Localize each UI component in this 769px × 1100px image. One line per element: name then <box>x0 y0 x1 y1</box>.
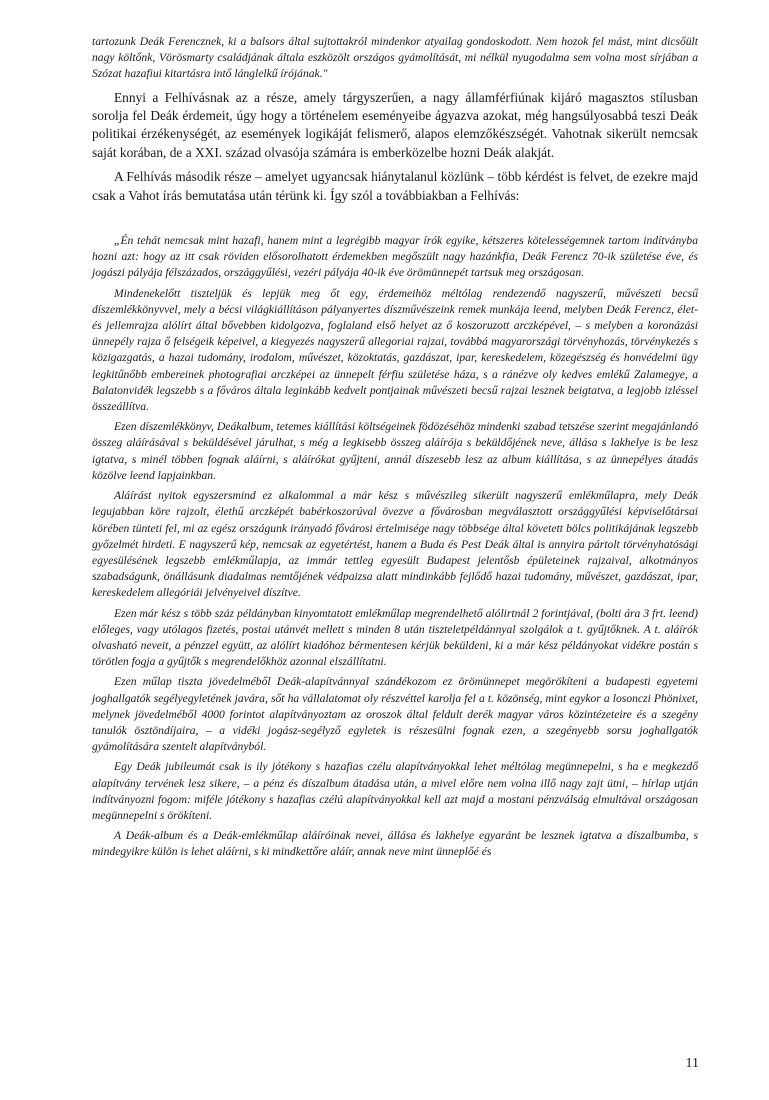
quote-paragraph: Mindenekelőtt tiszteljük és lepjük meg őt egy, érdemeihöz méltólag rendezendő nagyszerű, művészeti becsű díszemlékkönyvvel, mely a bécsi világkiállításon pályanyertes díszművészeink remek munkája leend, melyben Deák Ferencz, élet- és jellemrajza alólírt által bővebben kidolgozva, foglaland első helyet az ő koszoruzott arczképével, – s melyben a koronázási ünnepély rajza ő felségeik képeivel, a kiegyezés nagyszerű allegoriai rajzai, továbbá magyarországi törvényhozás, törvénykezés s közigazgatás, a hazai tudomány, irodalom, művészet, közoktatás, gazdászat, ipar, kereskedelem, közegészség és honvédelmi ügy legkitűnőbb embereinek photografiai arczképei az ünnepelt férfiu születése háza, s a ránézve oly kedves emlékű Zalamegye, a Balatonvidék legszebb s a főváros általa leginkább kedvelt pontjainak művészeti becsű rajzai lesznek beigtatva, a legjobb izléssel összeállítva. <box>92 286 698 414</box>
quote-paragraph: Ezen műlap tiszta jövedelméből Deák-alapítvánnyal szándékozom ez örömünnepet megörökíteni a budapesti egyetemi joghallgatók segélyegyletének javára, sőt ha vállalatomat oly részvéttel karolja fel a t. közönség, mint egykor a losonczi Phönixet, melynek jövedelméből 4000 forintot alapítványoztam az oroszok által feldult derék magyar város közintézeteire és a szegény tanulók ösztöndíjaira, – a vidéki jogász-segélyző egyletek is részesülni fognak ezen, a szegényebb sorsu joghallgatók gyámolítására szentelt alapítványból. <box>92 675 698 754</box>
quote-paragraph: Ezen díszemlékkönyv, Deákalbum, tetemes kiállítási költségeinek födözéséhöz mindenki szabad tetszése szerint megajánlandó összeg aláírásával s beküldésével járulhat, s még a legkisebb összeg aláírója s beküldőjének neve, állása s lakhelye is be lesz igtatva, s minél többen fognak aláírni, s aláírókat gyűjteni, annál díszesebb lesz az album kiállítása, s az ünnepélyes átadás közölve leend lapjainkban. <box>92 420 698 482</box>
quote-paragraph: „Én tehát nemcsak mint hazafi, hanem mint a legrégibb magyar írók egyike, kétszeres kötelességemnek tartom indítványba hozni azt: hogy az itt csak röviden elősorolhatott érdemekben megőszült nagy hazánkfia, Deák Ferencz 70-ik születése éve, és jogászi pályája félszázados, országgyűlési, vezéri pályája 40-ik éve örömünnepét tartsuk meg országosan. <box>92 234 698 280</box>
quoted-appeal <box>92 233 698 861</box>
commentary-section <box>92 89 698 205</box>
quote-paragraph: A Deák-album és a Deák-emlékműlap aláíróinak nevei, állása és lakhelye egyaránt be lesznek igtatva a díszalbumba, s mindegyikre külön is lehet aláírni, s ki mindkettőre aláír, annak neve mint ünneplőé és <box>92 829 698 859</box>
continued-quote-paragraph: tartozunk Deák Ferencznek, ki a balsors által sujtottakról mindenkor atyailag gondoskodott. Nem hozok fel mást, mint dicsőült nagy költőnk, Vörösmarty családjának általa eszközölt országos gyámolítását, mi nélkül nyugodalma sem volna most sírjában a Szózat hazafiui kitartásra intő lánglelkű írójának." <box>92 35 698 81</box>
commentary-paragraph: A Felhívás második része – amelyet ugyancsak hiánytalanul közlünk – több kérdést is felvet, de ezekre majd csak a Vahot írás bemutatása után térünk ki. Így szól a továbbiakban a Felhívás: <box>92 169 698 203</box>
page-number: 11 <box>685 1056 699 1071</box>
text-column <box>92 34 698 865</box>
quote-paragraph: Egy Deák jubileumát csak is ily jótékony s hazafias czélu alapítványokkal lehet méltólag megünnepelni, s ha e megkezdő alapítvány tervének lesz sikere, – a pénz és díszalbum átadása után, a mivel előre nem volna illő nagy zajt ütni, – hírlap utján indítványozni fogom: miféle jótékony s hazafias czélú alapítványokkal kell azt majd a mostani pénzválság elmultával országosan megünnepelni s örökíteni. <box>92 760 698 822</box>
quote-paragraph: Aláírást nyitok egyszersmind ez alkalommal a már kész s művészileg sikerült nagyszerű emlékműlapra, mely Deák legujabban köre rajzolt, élethű arczképét babérkoszorúval övezve a fővárosban megválasztott országgyűlési képviselőtársai körében tünteti fel, mi az egész országunk irányadó fővárosi értelmisége nagy többsége által követett bölcs politikájának legszebb győzelmét hirdeti. E nagyszerű kép, nemcsak az egyetértést, hanem a Buda és Pest Deák által is annyira pártolt törvényhatósági egyesülésének legszebb emlékműlapja, az immár tettleg egyesült Budapest jelentősb épületeinek rajzaival, alkotmányos szabadságunk, önállásunk diadalmas nemtőjének védpaizsa alatt mindinkább fejlődő hazai tudomány, művészet, gazdászat, ipar, kereskedelem allegóriái jelvényeivel díszítve. <box>92 489 698 600</box>
commentary-paragraph: Ennyi a Felhívásnak az a része, amely tárgyszerűen, a nagy államférfiúnak kijáró magasztos stílusban sorolja fel Deák érdemeit, úgy hogy a történelem eseményeibe ágyazva azokat, még hangsúlyosabbá teszi Deák politikai érzékenységét, az események logikáját felismerő, alapos elemzőkészségét. Vahotnak sikerült nemcsak saját korában, de a XXI. század olvasója számára is emberközelbe hozni Deák alakját. <box>92 89 698 160</box>
quote-paragraph: Ezen már kész s több száz példányban kinyomtatott emlékműlap megrendelhető alólirtnál 2 forintjával, (bolti ára 3 frt. leend) előleges, vagy utólagos fizetés, postai utánvét mellett s minden 8 után tiszteletpéldánnyal szolgálok a t. gyűjtőknek. A t. aláírók olvasható neveit, a pénzzel együtt, az alólírt kiadóhoz bérmentesen kérjük beküldeni, ki a már kész példányokat vidékre postán s törötlen fogja a gyűjtők s megrendelőkhöz azonnal elszállítatni. <box>92 606 698 669</box>
